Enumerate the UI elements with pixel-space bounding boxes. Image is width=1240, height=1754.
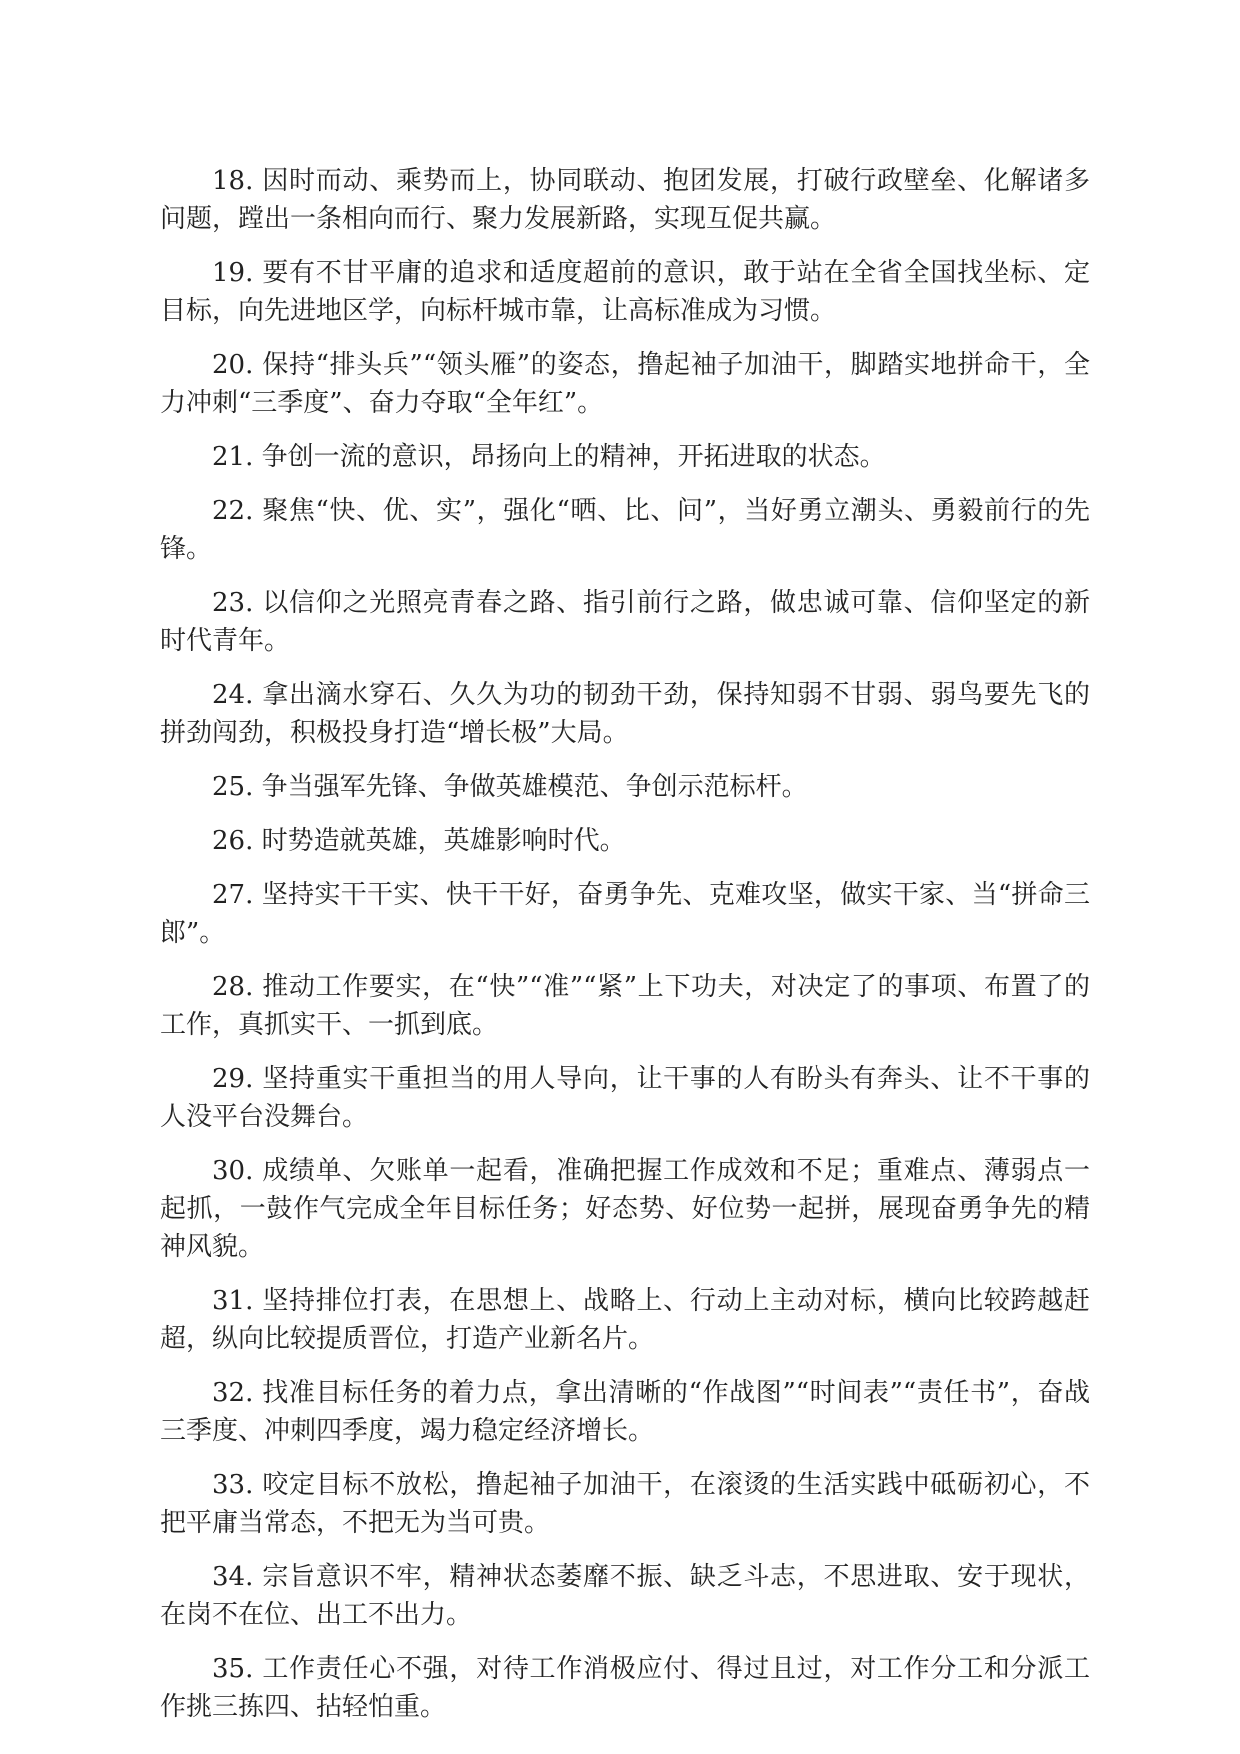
paragraph-24: 24. 拿出滴水穿石、久久为功的韧劲干劲，保持知弱不甘弱、弱鸟要先飞的拼劲闯劲，积极投身打造“增长极”大局。 [160, 680, 1090, 748]
paragraph-29: 29. 坚持重实干重担当的用人导向，让干事的人有盼头有奔头、让不干事的人没平台没舞台。 [160, 1064, 1090, 1132]
paragraph-31: 31. 坚持排位打表，在思想上、战略上、行动上主动对标，横向比较跨越赶超，纵向比较提质晋位，打造产业新名片。 [160, 1286, 1090, 1354]
paragraph-25: 25. 争当强军先锋、争做英雄模范、争创示范标杆。 [212, 772, 808, 802]
paragraph-26: 26. 时势造就英雄，英雄影响时代。 [212, 826, 626, 856]
paragraph-18: 18. 因时而动、乘势而上，协同联动、抱团发展，打破行政壁垒、化解诸多问题，蹚出一条相向而行、聚力发展新路，实现互促共赢。 [160, 166, 1090, 234]
paragraph-27: 27. 坚持实干干实、快干干好，奋勇争先、克难攻坚，做实干家、当“拼命三郎”。 [160, 880, 1090, 948]
paragraph-20: 20. 保持“排头兵”“领头雁”的姿态，撸起袖子加油干，脚踏实地拼命干，全力冲刺“三季度”、奋力夺取“全年红”。 [160, 350, 1090, 418]
paragraph-32: 32. 找准目标任务的着力点，拿出清晰的“作战图”“时间表”“责任书”，奋战三季度、冲刺四季度，竭力稳定经济增长。 [160, 1378, 1090, 1446]
paragraph-23: 23. 以信仰之光照亮青春之路、指引前行之路，做忠诚可靠、信仰坚定的新时代青年。 [160, 588, 1090, 656]
paragraph-30: 30. 成绩单、欠账单一起看，准确把握工作成效和不足；重难点、薄弱点一起抓，一鼓作气完成全年目标任务；好态势、好位势一起拼，展现奋勇争先的精神风貌。 [160, 1156, 1090, 1262]
paragraph-22: 22. 聚焦“快、优、实”，强化“晒、比、问”，当好勇立潮头、勇毅前行的先锋。 [160, 496, 1090, 564]
paragraph-28: 28. 推动工作要实，在“快”“准”“紧”上下功夫，对决定了的事项、布置了的工作，真抓实干、一抓到底。 [160, 972, 1090, 1040]
paragraph-19: 19. 要有不甘平庸的追求和适度超前的意识，敢于站在全省全国找坐标、定目标，向先进地区学，向标杆城市靠，让高标准成为习惯。 [160, 258, 1090, 326]
paragraph-34: 34. 宗旨意识不牢，精神状态萎靡不振、缺乏斗志，不思进取、安于现状，在岗不在位、出工不出力。 [160, 1562, 1090, 1630]
paragraph-35: 35. 工作责任心不强，对待工作消极应付、得过且过，对工作分工和分派工作挑三拣四、拈轻怕重。 [160, 1654, 1090, 1722]
paragraph-21: 21. 争创一流的意识，昂扬向上的精神，开拓进取的状态。 [212, 442, 886, 472]
document-body [160, 162, 1090, 1742]
paragraph-33: 33. 咬定目标不放松，撸起袖子加油干，在滚烫的生活实践中砥砺初心，不把平庸当常态，不把无为当可贵。 [160, 1470, 1090, 1538]
